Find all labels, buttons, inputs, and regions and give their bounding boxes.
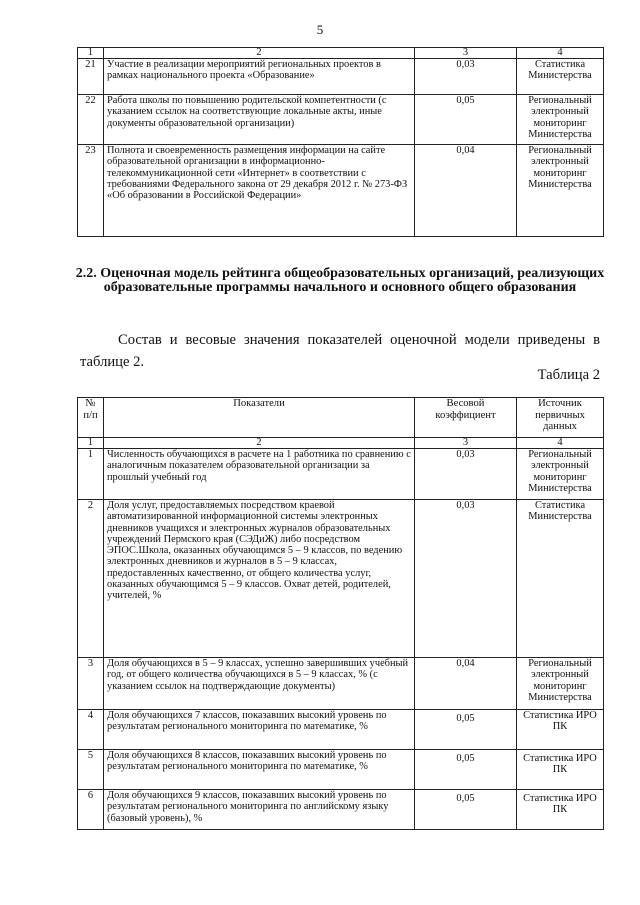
row-indicator: Полнота и своевременность размещения информации на сайте образовательной организации в информационно-телекоммуникационной сети «Интернет» в соответствии с требованиями Федерального закона от 29 декабря 2012 г. № 273-ФЗ «Об образовании в Российской Федерации» bbox=[104, 145, 415, 237]
col-num-3: 3 bbox=[415, 48, 517, 59]
header-weight: Весовой коэффициент bbox=[415, 398, 517, 438]
table-row bbox=[78, 95, 604, 145]
row-indicator: Доля обучающихся в 5 – 9 классах, успешно завершивших учебный год, от общего количества обучающихся в 5 – 9 классах, % (с указанием ссылок на подтверждающие документы) bbox=[104, 658, 415, 710]
table-2 bbox=[77, 397, 604, 830]
col-num-2: 2 bbox=[104, 48, 415, 59]
row-number: 22 bbox=[78, 95, 104, 145]
header-number: № п/п bbox=[78, 398, 104, 438]
row-weight: 0,04 bbox=[415, 145, 517, 237]
row-number: 5 bbox=[78, 750, 104, 790]
row-weight: 0,03 bbox=[415, 500, 517, 658]
table-row bbox=[78, 750, 604, 790]
col-num-4: 4 bbox=[517, 438, 604, 449]
row-weight: 0,04 bbox=[415, 658, 517, 710]
section-heading: 2.2. Оценочная модель рейтинга общеобразовательных организаций, реализующих образовательные программы начального и основного общего образования bbox=[75, 266, 605, 295]
row-indicator: Работа школы по повышению родительской компетентности (с указанием ссылок на соответствующие локальные акты, иные документы образовательной организации) bbox=[104, 95, 415, 145]
row-source: Региональный электронный мониторинг Министерства bbox=[517, 449, 604, 500]
table-row bbox=[78, 145, 604, 237]
row-weight: 0,03 bbox=[415, 59, 517, 95]
row-indicator: Доля обучающихся 8 классов, показавших высокий уровень по результатам регионального мониторинга по математике, % bbox=[104, 750, 415, 790]
row-number: 21 bbox=[78, 59, 104, 95]
header-indicator: Показатели bbox=[104, 398, 415, 438]
column-number-row bbox=[78, 48, 604, 59]
row-weight: 0,05 bbox=[415, 95, 517, 145]
row-indicator: Доля обучающихся 9 классов, показавших высокий уровень по результатам регионального мониторинга по английскому языку (базовый уровень), % bbox=[104, 790, 415, 830]
row-source: Региональный электронный мониторинг Министерства bbox=[517, 658, 604, 710]
row-number: 4 bbox=[78, 710, 104, 750]
row-number: 1 bbox=[78, 449, 104, 500]
row-number: 2 bbox=[78, 500, 104, 658]
row-source: Региональный электронный мониторинг Министерства bbox=[517, 95, 604, 145]
table-continuation bbox=[77, 47, 604, 237]
row-indicator: Доля услуг, предоставляемых посредством краевой автоматизированной информационной системы электронных дневников учащихся и электронных журналов образовательных учреждений Пермского края (СЭДиЖ) либо посредством ЭПОС.Школа, оказанных обучающимся 5 – 9 классов, по ведению электронных дневников и журналов в 5 – 9 классах, предоставленных качественно, от общего количества услуг, оказанных обучающимся 5 – 9 классов. Охват детей, родителей, учителей, % bbox=[104, 500, 415, 658]
row-number: 6 bbox=[78, 790, 104, 830]
col-num-4: 4 bbox=[517, 48, 604, 59]
row-weight: 0,03 bbox=[415, 449, 517, 500]
col-num-1: 1 bbox=[78, 48, 104, 59]
row-source: Статистика Министерства bbox=[517, 59, 604, 95]
row-indicator: Участие в реализации мероприятий региональных проектов в рамках национального проекта «Образование» bbox=[104, 59, 415, 95]
row-indicator: Доля обучающихся 7 классов, показавших высокий уровень по результатам регионального мониторинга по математике, % bbox=[104, 710, 415, 750]
intro-paragraph: Состав и весовые значения показателей оценочной модели приведены в таблице 2. bbox=[80, 332, 600, 370]
table-row bbox=[78, 658, 604, 710]
page-number: 5 bbox=[316, 22, 324, 37]
col-num-2: 2 bbox=[104, 438, 415, 449]
table-row bbox=[78, 449, 604, 500]
col-num-1: 1 bbox=[78, 438, 104, 449]
row-source: Статистика ИРО ПК bbox=[517, 710, 604, 750]
header-source: Источник первичных данных bbox=[517, 398, 604, 438]
row-number: 3 bbox=[78, 658, 104, 710]
row-source: Статистика Министерства bbox=[517, 500, 604, 658]
table-row bbox=[78, 59, 604, 95]
row-number: 23 bbox=[78, 145, 104, 237]
table-row bbox=[78, 790, 604, 830]
row-weight: 0,05 bbox=[415, 750, 517, 790]
row-weight: 0,05 bbox=[415, 710, 517, 750]
table-header-row bbox=[78, 398, 604, 438]
table-row bbox=[78, 500, 604, 658]
table-caption: Таблица 2 bbox=[537, 367, 600, 383]
col-num-3: 3 bbox=[415, 438, 517, 449]
row-source: Региональный электронный мониторинг Министерства bbox=[517, 145, 604, 237]
row-source: Статистика ИРО ПК bbox=[517, 790, 604, 830]
row-indicator: Численность обучающихся в расчете на 1 работника по сравнению с аналогичным показателем образовательной организации за прошлый учебный год bbox=[104, 449, 415, 500]
row-source: Статистика ИРО ПК bbox=[517, 750, 604, 790]
table-row bbox=[78, 710, 604, 750]
column-number-row bbox=[78, 438, 604, 449]
row-weight: 0,05 bbox=[415, 790, 517, 830]
